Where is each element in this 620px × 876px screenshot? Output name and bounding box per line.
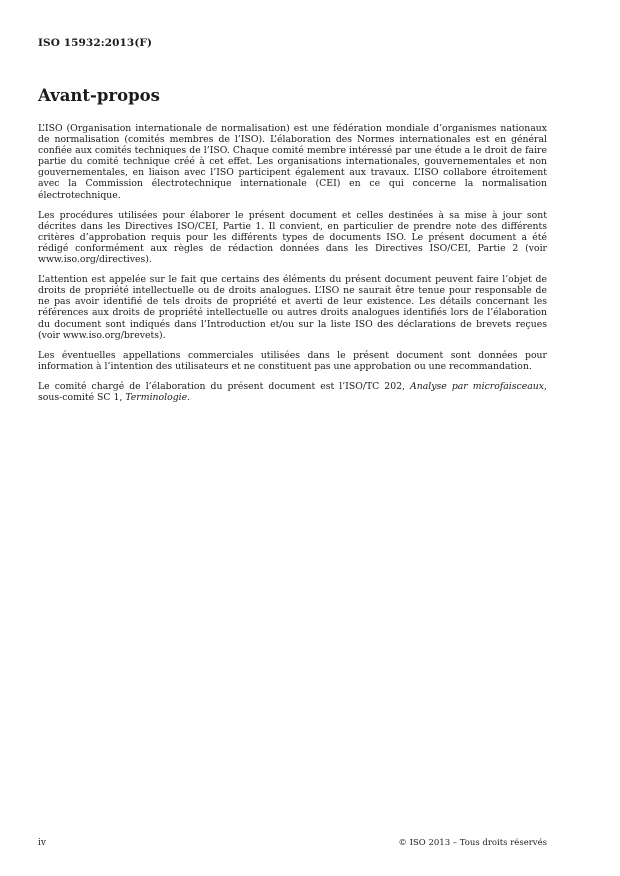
paragraph-trade-names: Les éventuelles appellations commerciales utilisées dans le présent document sont données pour information à l’intention des utilisateurs et ne constituent pas une approbation ou une recommandation.: [38, 349, 547, 372]
committee-middle: , sous-comité SC 1,: [38, 380, 547, 403]
paragraph-committee: [38, 381, 547, 403]
paragraph-procedures: Les procédures utilisées pour élaborer le présent document et celles destinées à sa mise à jour sont décrites dans les Directives ISO/CEI, Partie 1. Il convient, en particulier de prendre note des différents critères d’approbation requis pour les différents types de documents ISO. Le présent document a été rédigé conformément aux règles de rédaction données dans les Directives ISO/CEI, Partie 2 (voir www.iso.org/directives).: [38, 209, 547, 266]
committee-tc-title: Analyse par microfaisceaux: [410, 380, 545, 392]
foreword-body: [38, 123, 547, 412]
copyright-notice: © ISO 2013 – Tous droits réservés: [398, 838, 547, 848]
page-number: iv: [38, 838, 46, 848]
paragraph-iso-intro: L’ISO (Organisation internationale de normalisation) est une fédération mondiale d’organismes nationaux de normalisation (comités membres de l’ISO). L’élaboration des Normes internationales est en général confiée aux comités techniques de l’ISO. Chaque comité membre intéressé par une étude a le droit de faire partie du comité technique créé à cet effet. Les organisations internationales, gouvernementales et non gouvernementales, en liaison avec l’ISO participent également aux travaux. L’ISO collabore étroitement avec la Commission électrotechnique internationale (CEI) en ce qui concerne la normalisation électrotechnique.: [38, 123, 547, 201]
paragraph-patent-rights: L’attention est appelée sur le fait que certains des éléments du présent document peuvent faire l’objet de droits de propriété intellectuelle ou de droits analogues. L’ISO ne saurait être tenue pour responsable de ne pas avoir identifié de tels droits de propriété et averti de leur existence. Les détails concernant les références aux droits de propriété intellectuelle ou autres droits analogues identifiés lors de l’élaboration du document sont indiqués dans l’Introduction et/ou sur la liste ISO des déclarations de brevets reçues (voir www.iso.org/brevets).: [38, 274, 547, 341]
page-title: Avant-propos: [38, 86, 160, 105]
committee-suffix: .: [187, 391, 191, 403]
committee-sc-title: Terminologie: [125, 391, 188, 403]
committee-prefix: Le comité chargé de l’élaboration du présent document est l’ISO/TC 202,: [38, 380, 411, 392]
document-identifier: ISO 15932:2013(F): [38, 37, 153, 49]
